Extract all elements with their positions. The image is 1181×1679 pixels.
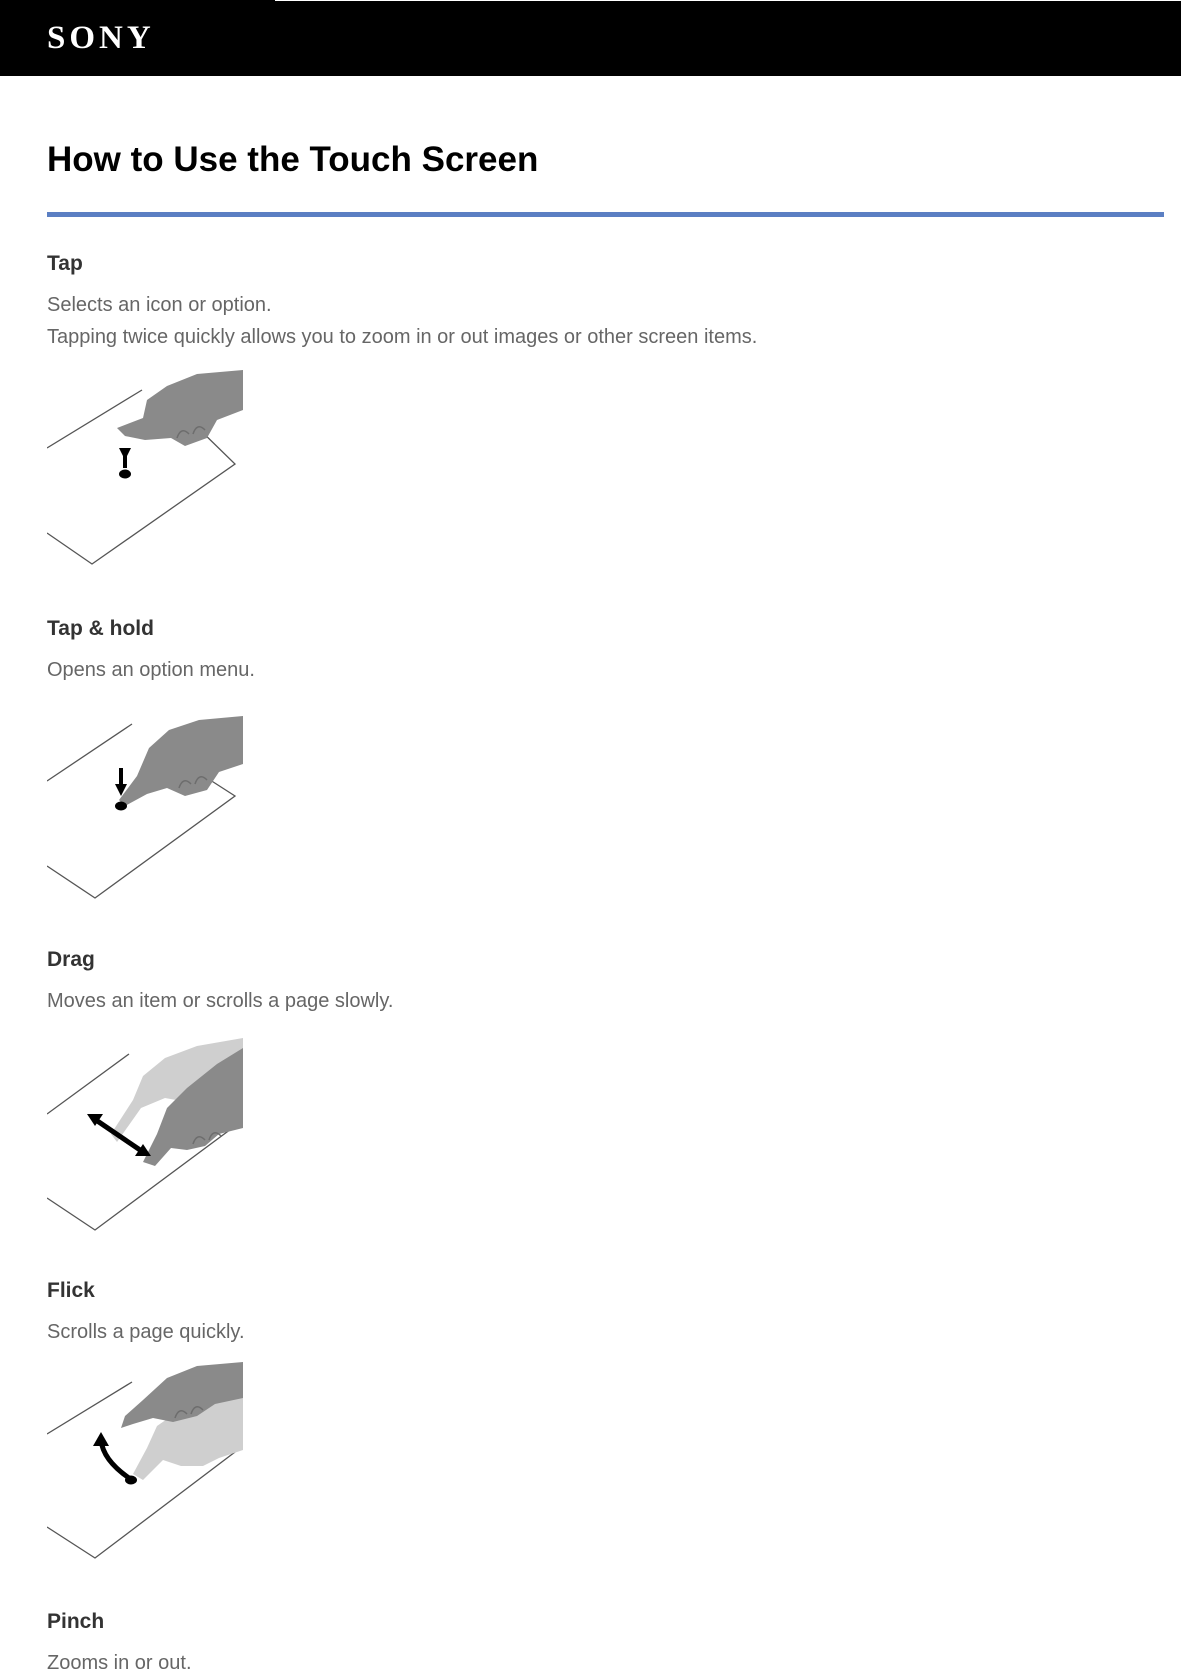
- gesture-heading: Tap: [47, 252, 83, 275]
- header-top-line: [275, 0, 1181, 1]
- drag-gesture-icon: [47, 1038, 247, 1233]
- gesture-section-pinch: [47, 1609, 192, 1679]
- gesture-heading: Tap & hold: [47, 617, 154, 640]
- gesture-section-drag: [47, 947, 393, 1017]
- gesture-description: Selects an icon or option.: [47, 294, 272, 316]
- gesture-description: Zooms in or out.: [47, 1652, 192, 1674]
- tap-hold-gesture-icon: [47, 716, 247, 901]
- gesture-heading: Drag: [47, 948, 95, 971]
- flick-gesture-icon: [47, 1362, 247, 1562]
- tap-gesture-icon: [47, 368, 247, 568]
- sony-logo: SONY: [47, 20, 155, 56]
- gesture-heading: Pinch: [47, 1610, 105, 1633]
- gesture-section-flick: [47, 1278, 245, 1348]
- gesture-description: Tapping twice quickly allows you to zoom in or out images or other screen items.: [47, 326, 758, 348]
- gesture-section-tap: [47, 251, 757, 353]
- gesture-section-tap-hold: [47, 616, 255, 686]
- gesture-heading: Flick: [47, 1279, 95, 1302]
- gesture-description: Opens an option menu.: [47, 659, 255, 681]
- header-bar: [0, 0, 1181, 76]
- page-title: How to Use the Touch Screen: [47, 140, 539, 179]
- gesture-description: Scrolls a page quickly.: [47, 1321, 245, 1343]
- title-divider: [47, 212, 1164, 217]
- gesture-description: Moves an item or scrolls a page slowly.: [47, 990, 394, 1012]
